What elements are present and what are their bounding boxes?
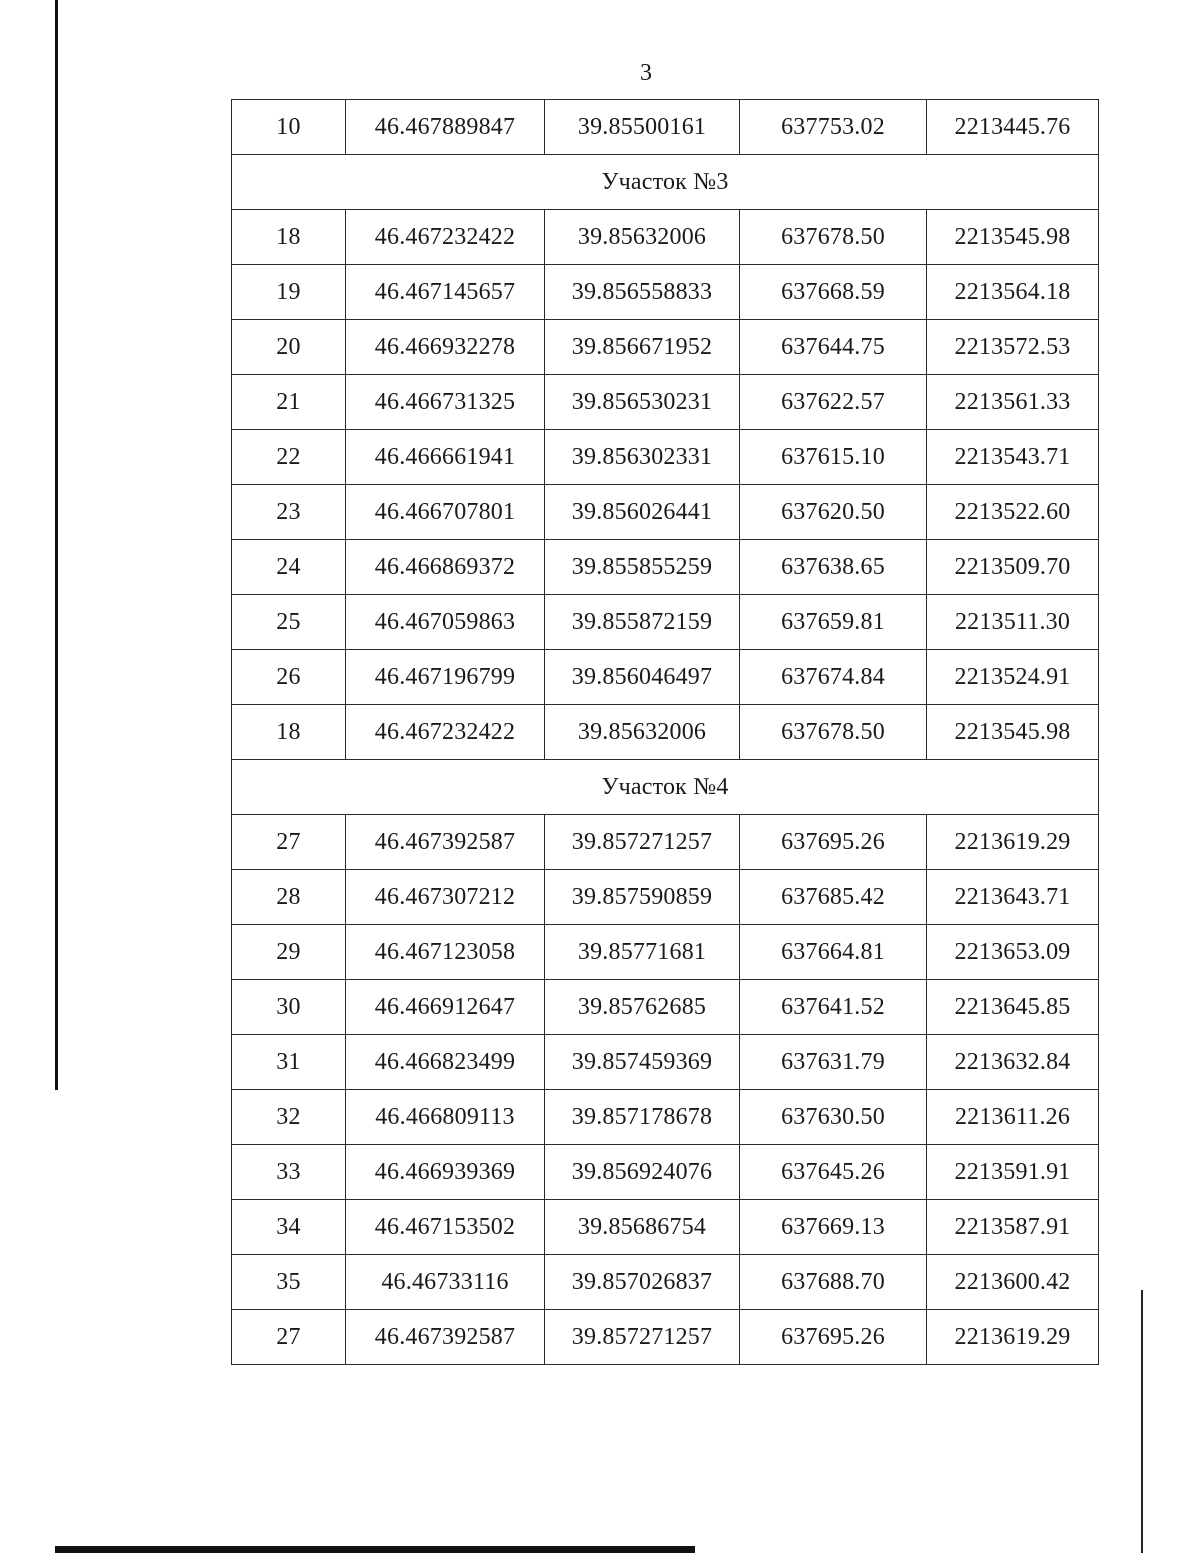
y-coordinate-cell: 2213545.98 [927, 210, 1099, 265]
latitude-cell: 46.467153502 [346, 1200, 545, 1255]
x-coordinate-cell: 637695.26 [740, 815, 927, 870]
x-coordinate-cell: 637659.81 [740, 595, 927, 650]
table-row [232, 980, 1099, 1035]
table-row [232, 540, 1099, 595]
x-coordinate-cell: 637668.59 [740, 265, 927, 320]
coordinates-table [231, 99, 1099, 1365]
point-number-cell: 26 [232, 650, 346, 705]
point-number-cell: 28 [232, 870, 346, 925]
table-row [232, 1200, 1099, 1255]
x-coordinate-cell: 637645.26 [740, 1145, 927, 1200]
table-row [232, 375, 1099, 430]
point-number-cell: 20 [232, 320, 346, 375]
y-coordinate-cell: 2213509.70 [927, 540, 1099, 595]
y-coordinate-cell: 2213545.98 [927, 705, 1099, 760]
x-coordinate-cell: 637678.50 [740, 210, 927, 265]
x-coordinate-cell: 637669.13 [740, 1200, 927, 1255]
y-coordinate-cell: 2213632.84 [927, 1035, 1099, 1090]
longitude-cell: 39.85686754 [545, 1200, 740, 1255]
latitude-cell: 46.467392587 [346, 1310, 545, 1365]
latitude-cell: 46.466932278 [346, 320, 545, 375]
table-row [232, 1145, 1099, 1200]
y-coordinate-cell: 2213591.91 [927, 1145, 1099, 1200]
point-number-cell: 32 [232, 1090, 346, 1145]
coordinates-table-body [232, 100, 1099, 1365]
scan-border-bottom [55, 1546, 695, 1553]
point-number-cell: 30 [232, 980, 346, 1035]
longitude-cell: 39.85762685 [545, 980, 740, 1035]
table-row [232, 100, 1099, 155]
table-row [232, 870, 1099, 925]
latitude-cell: 46.46733116 [346, 1255, 545, 1310]
point-number-cell: 18 [232, 705, 346, 760]
table-row [232, 1310, 1099, 1365]
longitude-cell: 39.85632006 [545, 705, 740, 760]
longitude-cell: 39.856046497 [545, 650, 740, 705]
point-number-cell: 18 [232, 210, 346, 265]
point-number-cell: 31 [232, 1035, 346, 1090]
longitude-cell: 39.856558833 [545, 265, 740, 320]
point-number-cell: 29 [232, 925, 346, 980]
longitude-cell: 39.857590859 [545, 870, 740, 925]
point-number-cell: 21 [232, 375, 346, 430]
longitude-cell: 39.85771681 [545, 925, 740, 980]
longitude-cell: 39.85500161 [545, 100, 740, 155]
y-coordinate-cell: 2213600.42 [927, 1255, 1099, 1310]
longitude-cell: 39.856671952 [545, 320, 740, 375]
y-coordinate-cell: 2213643.71 [927, 870, 1099, 925]
y-coordinate-cell: 2213511.30 [927, 595, 1099, 650]
latitude-cell: 46.467145657 [346, 265, 545, 320]
point-number-cell: 27 [232, 1310, 346, 1365]
latitude-cell: 46.467232422 [346, 210, 545, 265]
section-title: Участок №4 [232, 760, 1099, 815]
page-number: 3 [640, 60, 652, 86]
table-row [232, 595, 1099, 650]
table-row [232, 650, 1099, 705]
y-coordinate-cell: 2213564.18 [927, 265, 1099, 320]
point-number-cell: 22 [232, 430, 346, 485]
x-coordinate-cell: 637615.10 [740, 430, 927, 485]
point-number-cell: 19 [232, 265, 346, 320]
longitude-cell: 39.857271257 [545, 1310, 740, 1365]
latitude-cell: 46.467392587 [346, 815, 545, 870]
y-coordinate-cell: 2213561.33 [927, 375, 1099, 430]
latitude-cell: 46.467307212 [346, 870, 545, 925]
latitude-cell: 46.466731325 [346, 375, 545, 430]
latitude-cell: 46.467123058 [346, 925, 545, 980]
latitude-cell: 46.466823499 [346, 1035, 545, 1090]
latitude-cell: 46.466707801 [346, 485, 545, 540]
x-coordinate-cell: 637695.26 [740, 1310, 927, 1365]
longitude-cell: 39.856924076 [545, 1145, 740, 1200]
latitude-cell: 46.467232422 [346, 705, 545, 760]
longitude-cell: 39.85632006 [545, 210, 740, 265]
x-coordinate-cell: 637678.50 [740, 705, 927, 760]
longitude-cell: 39.856302331 [545, 430, 740, 485]
y-coordinate-cell: 2213572.53 [927, 320, 1099, 375]
x-coordinate-cell: 637674.84 [740, 650, 927, 705]
latitude-cell: 46.466869372 [346, 540, 545, 595]
longitude-cell: 39.855855259 [545, 540, 740, 595]
longitude-cell: 39.857459369 [545, 1035, 740, 1090]
scan-border-right [1141, 1290, 1143, 1553]
point-number-cell: 25 [232, 595, 346, 650]
longitude-cell: 39.856530231 [545, 375, 740, 430]
table-row [232, 320, 1099, 375]
x-coordinate-cell: 637630.50 [740, 1090, 927, 1145]
point-number-cell: 23 [232, 485, 346, 540]
longitude-cell: 39.857271257 [545, 815, 740, 870]
x-coordinate-cell: 637664.81 [740, 925, 927, 980]
y-coordinate-cell: 2213645.85 [927, 980, 1099, 1035]
x-coordinate-cell: 637753.02 [740, 100, 927, 155]
point-number-cell: 34 [232, 1200, 346, 1255]
longitude-cell: 39.857178678 [545, 1090, 740, 1145]
y-coordinate-cell: 2213524.91 [927, 650, 1099, 705]
latitude-cell: 46.466912647 [346, 980, 545, 1035]
point-number-cell: 27 [232, 815, 346, 870]
y-coordinate-cell: 2213445.76 [927, 100, 1099, 155]
longitude-cell: 39.857026837 [545, 1255, 740, 1310]
table-row [232, 705, 1099, 760]
table-row [232, 1255, 1099, 1310]
table-row [232, 925, 1099, 980]
y-coordinate-cell: 2213653.09 [927, 925, 1099, 980]
latitude-cell: 46.466661941 [346, 430, 545, 485]
x-coordinate-cell: 637622.57 [740, 375, 927, 430]
latitude-cell: 46.466809113 [346, 1090, 545, 1145]
point-number-cell: 33 [232, 1145, 346, 1200]
section-title: Участок №3 [232, 155, 1099, 210]
point-number-cell: 10 [232, 100, 346, 155]
longitude-cell: 39.856026441 [545, 485, 740, 540]
x-coordinate-cell: 637685.42 [740, 870, 927, 925]
table-row [232, 815, 1099, 870]
table-row [232, 265, 1099, 320]
x-coordinate-cell: 637688.70 [740, 1255, 927, 1310]
table-row [232, 1035, 1099, 1090]
longitude-cell: 39.855872159 [545, 595, 740, 650]
y-coordinate-cell: 2213611.26 [927, 1090, 1099, 1145]
table-row [232, 485, 1099, 540]
y-coordinate-cell: 2213543.71 [927, 430, 1099, 485]
x-coordinate-cell: 637620.50 [740, 485, 927, 540]
section-header-row [232, 760, 1099, 815]
latitude-cell: 46.467059863 [346, 595, 545, 650]
x-coordinate-cell: 637638.65 [740, 540, 927, 595]
latitude-cell: 46.467889847 [346, 100, 545, 155]
table-row [232, 210, 1099, 265]
latitude-cell: 46.467196799 [346, 650, 545, 705]
latitude-cell: 46.466939369 [346, 1145, 545, 1200]
x-coordinate-cell: 637641.52 [740, 980, 927, 1035]
scan-border-left [55, 0, 58, 1090]
y-coordinate-cell: 2213587.91 [927, 1200, 1099, 1255]
point-number-cell: 24 [232, 540, 346, 595]
x-coordinate-cell: 637631.79 [740, 1035, 927, 1090]
point-number-cell: 35 [232, 1255, 346, 1310]
y-coordinate-cell: 2213522.60 [927, 485, 1099, 540]
y-coordinate-cell: 2213619.29 [927, 1310, 1099, 1365]
table-row [232, 1090, 1099, 1145]
x-coordinate-cell: 637644.75 [740, 320, 927, 375]
y-coordinate-cell: 2213619.29 [927, 815, 1099, 870]
table-row [232, 430, 1099, 485]
section-header-row [232, 155, 1099, 210]
